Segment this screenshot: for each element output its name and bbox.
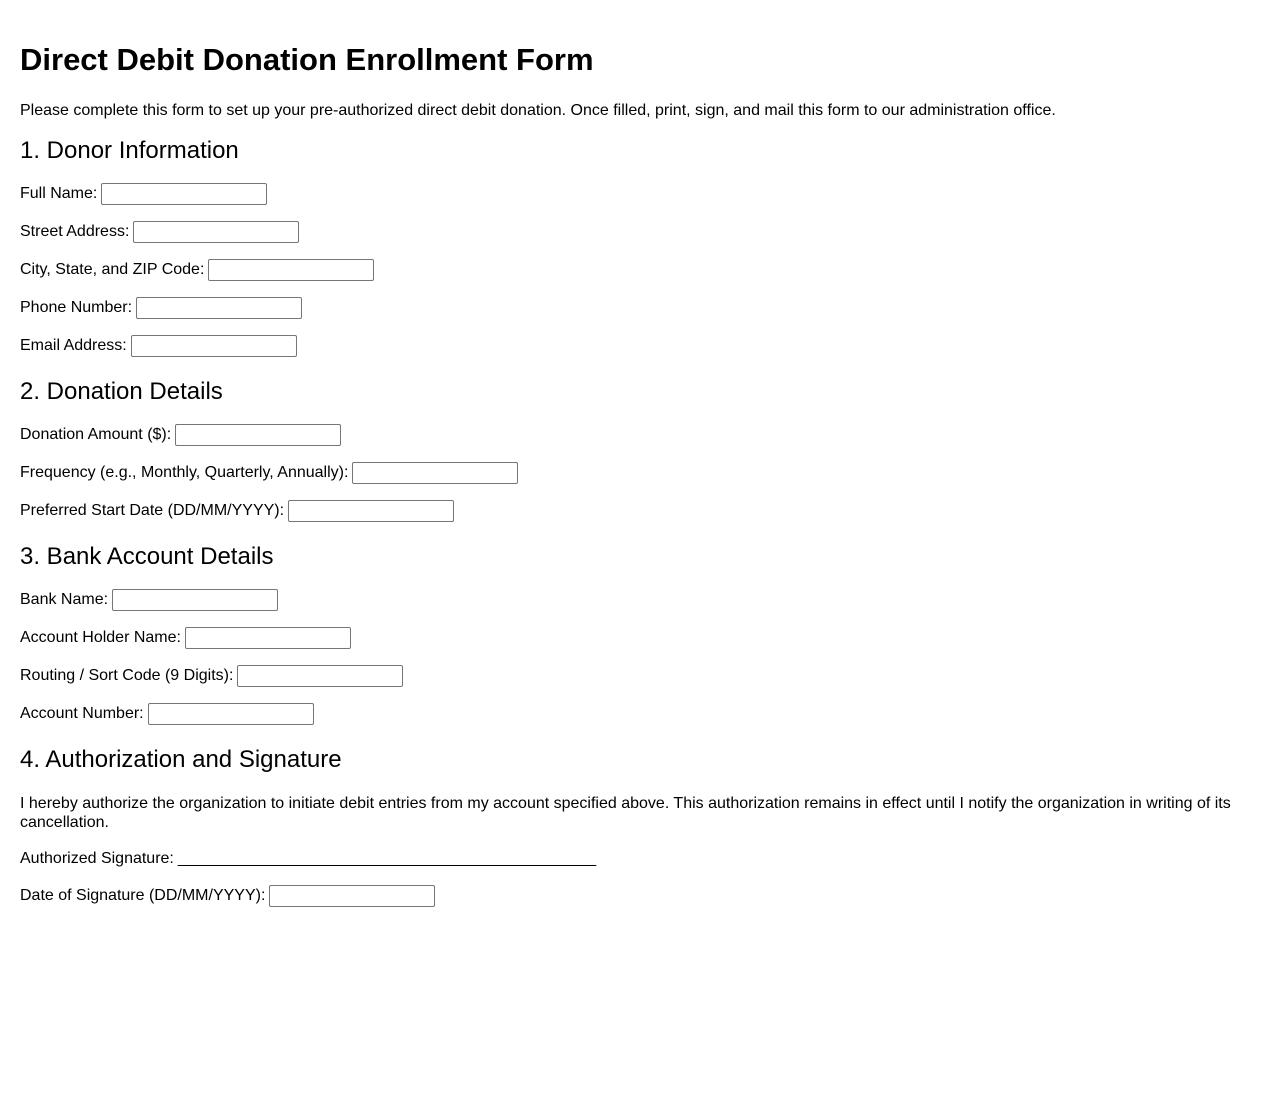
account-holder-label: Account Holder Name: (20, 629, 181, 646)
signature-line: _______________________________________________ (177, 850, 597, 867)
donation-amount-row (20, 424, 1242, 446)
city-state-zip-row (20, 259, 1242, 281)
street-address-row (20, 221, 1242, 243)
email-input[interactable] (131, 335, 297, 357)
routing-code-label: Routing / Sort Code (9 Digits): (20, 667, 234, 684)
email-row (20, 335, 1242, 357)
signature-date-label: Date of Signature (DD/MM/YYYY): (20, 887, 266, 904)
account-number-row (20, 703, 1242, 725)
start-date-row (20, 500, 1242, 522)
start-date-input[interactable] (288, 500, 454, 522)
signature-label: Authorized Signature: (20, 850, 174, 867)
signature-row (20, 849, 1242, 869)
section-heading-donation: 2. Donation Details (20, 378, 223, 405)
account-number-input[interactable] (148, 703, 314, 725)
signature-date-row (20, 885, 1242, 907)
street-address-input[interactable] (133, 221, 299, 243)
bank-name-row (20, 589, 1242, 611)
phone-row (20, 297, 1242, 319)
email-label: Email Address: (20, 337, 127, 354)
account-holder-input[interactable] (185, 627, 351, 649)
account-holder-row (20, 627, 1242, 649)
frequency-input[interactable] (352, 462, 518, 484)
section-heading-authorization: 4. Authorization and Signature (20, 746, 342, 773)
city-state-zip-label: City, State, and ZIP Code: (20, 261, 205, 278)
full-name-input[interactable] (101, 183, 267, 205)
street-address-label: Street Address: (20, 223, 130, 240)
bank-name-label: Bank Name: (20, 591, 109, 608)
donation-amount-input[interactable] (175, 424, 341, 446)
frequency-row (20, 462, 1242, 484)
account-number-label: Account Number: (20, 705, 144, 722)
phone-label: Phone Number: (20, 299, 133, 316)
full-name-label: Full Name: (20, 185, 98, 202)
start-date-label: Preferred Start Date (DD/MM/YYYY): (20, 502, 285, 519)
routing-code-row (20, 665, 1242, 687)
bank-name-input[interactable] (112, 589, 278, 611)
donation-amount-label: Donation Amount ($): (20, 426, 172, 443)
section-heading-bank: 3. Bank Account Details (20, 543, 274, 570)
frequency-label: Frequency (e.g., Monthly, Quarterly, Annually): (20, 464, 349, 481)
city-state-zip-input[interactable] (208, 259, 374, 281)
form-title: Direct Debit Donation Enrollment Form (20, 42, 594, 77)
authorization-text: I hereby authorize the organization to initiate debit entries from my account specified above. This authorization remains in effect until I notify the organization in writing of its cancellation. (20, 795, 1231, 831)
section-heading-donor: 1. Donor Information (20, 137, 239, 164)
signature-date-input[interactable] (269, 885, 435, 907)
routing-code-input[interactable] (237, 665, 403, 687)
phone-input[interactable] (136, 297, 302, 319)
form-intro: Please complete this form to set up your pre-authorized direct debit donation. Once filled, print, sign, and mail this form to our administration office. (20, 102, 1056, 119)
full-name-row (20, 183, 1242, 205)
